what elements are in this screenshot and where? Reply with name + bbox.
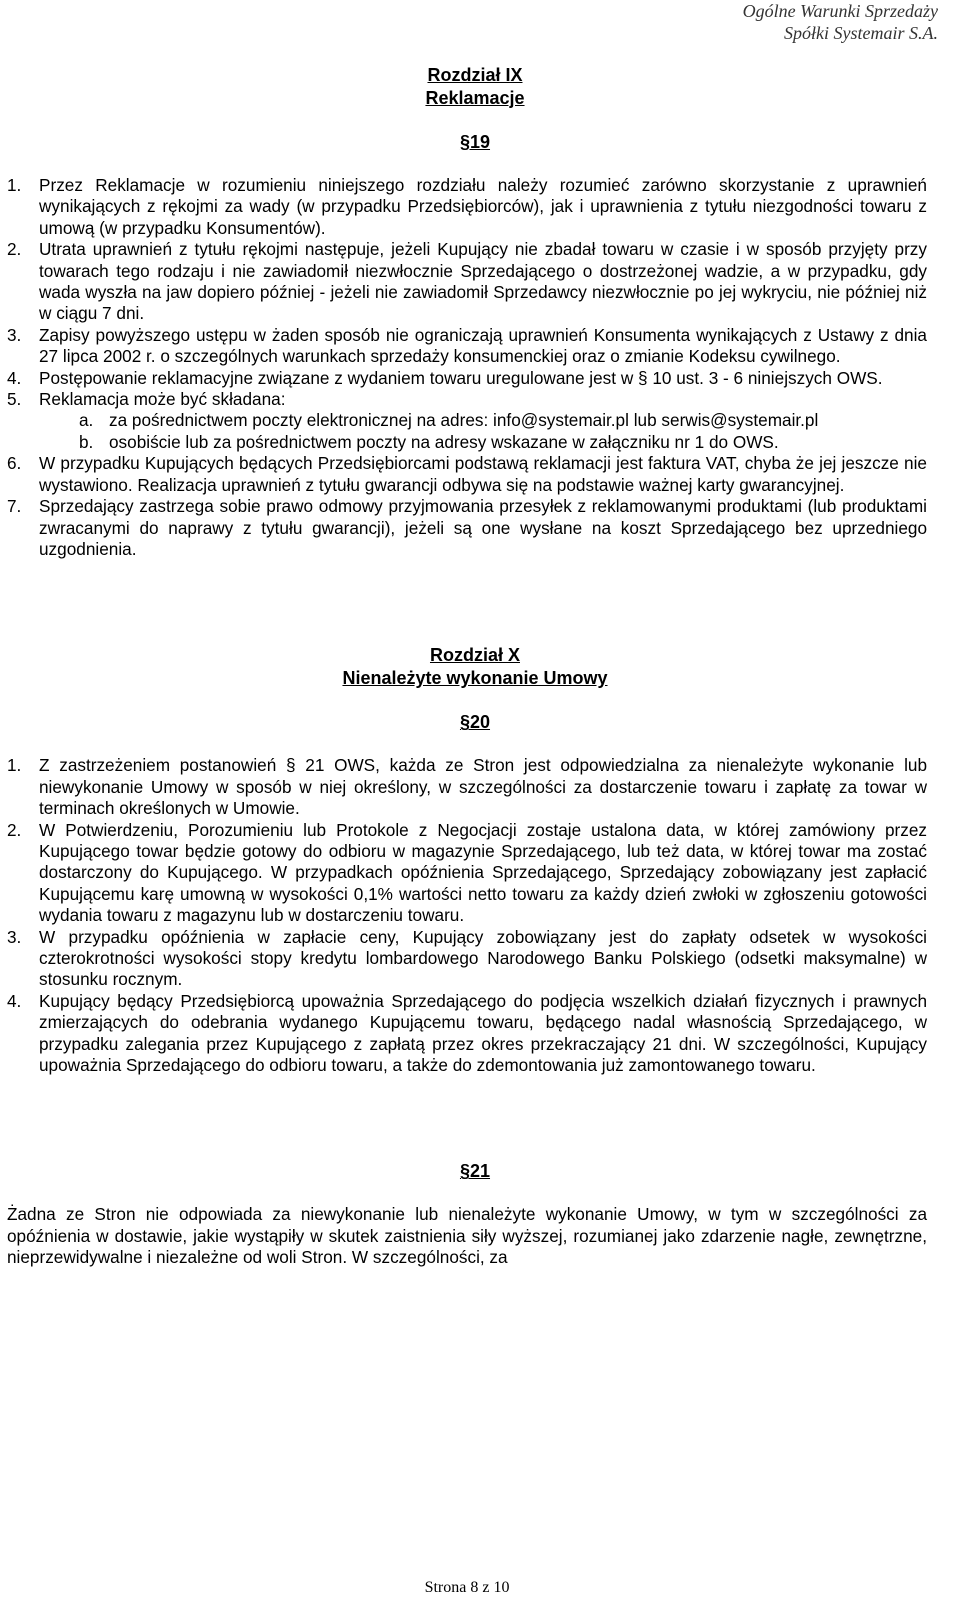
list-item (7, 453, 927, 496)
chapter-9-list (7, 175, 927, 560)
item-number: 5. (7, 389, 22, 410)
section-sign: § (459, 132, 470, 152)
section-sign: § (459, 712, 470, 733)
item-text: Z zastrzeżeniem postanowień § 21 OWS, każda ze Stron jest odpowiedzialna za nienależyte wykonanie lub niewykonanie Umowy w sposób w niej określony, w szczególności za dostarczenie towaru i zapłatę za towar w terminach określonych w Umowie. (39, 755, 927, 819)
item-number: 4. (7, 990, 22, 1011)
list-item (7, 175, 927, 239)
list-item (7, 755, 927, 819)
item-number: 1. (7, 175, 22, 195)
document-header (743, 0, 938, 44)
item-number: 3. (7, 926, 22, 947)
item-number: 2. (7, 239, 22, 260)
item-text: Przez Reklamacje w rozumieniu niniejszego rozdziału należy rozumieć zarówno skorzystanie z uprawnień wynikających z rękojmi za wady (w przypadku Przedsiębiorców), jak i uprawnienia z tytułu niezgodności towaru z umową (w przypadku Konsumentów). (39, 175, 927, 238)
item-number: 7. (7, 496, 22, 517)
section-21-heading (23, 1160, 927, 1182)
item-number: 1. (7, 755, 22, 776)
list-item (7, 389, 927, 453)
section-19-number: 19 (469, 132, 491, 152)
chapter-10-subtitle: Nienależyte wykonanie Umowy (342, 667, 608, 688)
item-number: 6. (7, 453, 22, 474)
section-20-heading (23, 711, 927, 733)
list-item (7, 927, 927, 991)
list-item (7, 496, 927, 560)
item-text: Sprzedający zastrzega sobie prawo odmowy przyjmowania przesyłek z reklamowanymi produktami (lub produktami zwracanymi do naprawy z tytułu gwarancji), jeżeli są one wysłane na koszt Sprzedającego bez uprzedniego uzgodnienia. (39, 496, 927, 559)
section-20-number: 20 (469, 712, 491, 733)
section-21-paragraph: Żadna ze Stron nie odpowiada za niewykonanie lub nienależyte wykonanie Umowy, w tym w szczególności za opóźnienia w dostawie, jakie wystąpiły w skutek zaistnienia siły wyższej, rozumianej jako zdarzenie nagłe, zewnętrzne, nieprzewidywalne i niezależne od woli Stron. W szczególności, za (7, 1204, 927, 1268)
sub-item-letter: b. (79, 431, 94, 452)
chapter-10-list (7, 755, 927, 1076)
header-company: Spółki Systemair S.A. (784, 23, 938, 43)
page-number: Strona 8 z 10 (424, 1579, 510, 1596)
chapter-9-subtitle: Reklamacje (425, 87, 525, 108)
header-title: Ogólne Warunki Sprzedaży (742, 1, 938, 21)
list-item (7, 325, 927, 368)
item-text: Zapisy powyższego ustępu w żaden sposób nie ograniczają uprawnień Konsumenta wynikających z Ustawy z dnia 27 lipca 2002 r. o szczególnych warunkach sprzedaży konsumenckiej oraz o zmianie Kodeksu cywilnego. (39, 324, 927, 367)
list-item (7, 820, 927, 927)
sub-list-item (79, 410, 927, 431)
item-text: Reklamacja może być składana: (39, 389, 286, 410)
sub-item-text: za pośrednictwem poczty elektronicznej na adres: info@systemair.pl lub serwis@systemair.pl (109, 410, 819, 431)
sub-list-item (79, 432, 927, 453)
chapter-10-title: Rozdział X (429, 645, 520, 666)
section-sign: § (459, 1161, 470, 1182)
section-19-heading (23, 131, 927, 153)
item-number: 2. (7, 819, 22, 840)
chapter-9-title: Rozdział IX (427, 65, 523, 85)
sub-item-text: osobiście lub za pośrednictwem poczty na adresy wskazane w załączniku nr 1 do OWS. (109, 431, 779, 452)
item-text: Utrata uprawnień z tytułu rękojmi następuje, jeżeli Kupujący nie zbadał towaru w czasie i w sposób przyjęty przy towarach tego rodzaju i nie zawiadomił niezwłocznie Sprzedającego o dostrzeżonej wadzie, a w przypadku, gdy wada wyszła na jaw dopiero później - jeżeli nie zawiadomił Sprzedawcy niezwłocznie po jej wykryciu, nie później niż w ciągu 7 dni. (39, 239, 927, 324)
list-item (7, 239, 927, 325)
item-number: 3. (7, 324, 22, 345)
item-text: W Potwierdzeniu, Porozumieniu lub Protokole z Negocjacji zostaje ustalona data, w której zamówiony przez Kupującego towar będzie gotowy do odbioru w magazynie Sprzedającego, lub też data, w której towar ma zostać dostarczony do Kupującego. W przypadkach opóźnienia Sprzedającego, Sprzedający zobowiązany jest zapłacić Kupującemu karę umowną w wysokości 0,1% wartości netto towaru za każdy dzień zwłoki w zgłoszeniu gotowości wydania towaru z magazynu lub w dostarczeniu towaru. (39, 819, 927, 926)
document-body (7, 64, 927, 1269)
item-5-sublist (39, 410, 927, 453)
item-text: Kupujący będący Przedsiębiorcą upoważnia Sprzedającego do podjęcia wszelkich działań fizycznych i prawnych zmierzających do odebrania wydanego Kupującemu towaru, będącego nadal własnością Sprzedającego, w przypadku zalegania przez Kupującego z zapłatą przez okres przekraczający 21 dni. W szczególności, Kupujący upoważnia Sprzedającego do odbioru towaru, a także do zdemontowania już zamontowanego towaru. (39, 990, 927, 1075)
sub-item-letter: a. (79, 410, 94, 431)
section-21-number: 21 (469, 1161, 491, 1182)
list-item (7, 991, 927, 1077)
item-number: 4. (7, 367, 22, 388)
item-text: Postępowanie reklamacyjne związane z wydaniem towaru uregulowane jest w § 10 ust. 3 - 6 niniejszych OWS. (39, 367, 883, 388)
item-text: W przypadku opóźnienia w zapłacie ceny, Kupujący zobowiązany jest do zapłaty odsetek w wysokości czterokrotności wysokości stopy kredytu lombardowego Narodowego Banku Polskiego (odsetki maksymalne) w stosunku rocznym. (39, 926, 927, 990)
item-text: W przypadku Kupujących będących Przedsiębiorcami podstawą reklamacji jest faktura VAT, chyba że jej jeszcze nie wystawiono. Realizacja uprawnień z tytułu gwarancji odbywa się na podstawie ważnej karty gwarancyjnej. (39, 453, 927, 495)
list-item (7, 368, 927, 389)
